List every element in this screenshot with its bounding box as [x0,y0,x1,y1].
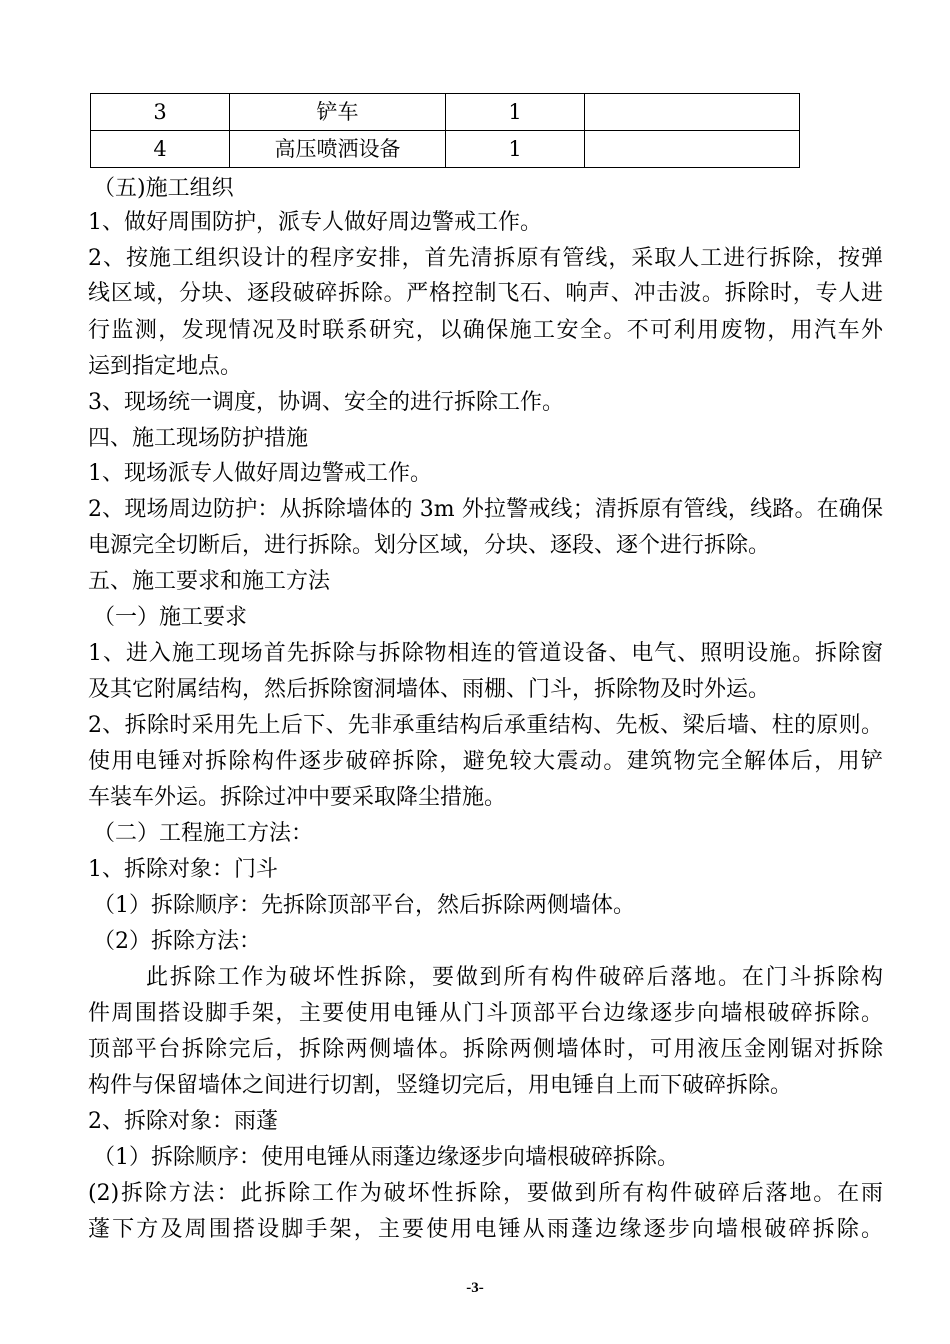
text-line: （2）拆除方法： [93,929,261,954]
equipment-name-cell: 高压喷洒设备 [230,131,446,168]
text-line: （一）施工要求 [93,605,248,630]
text-line: 使用电锤对拆除构件逐步破碎拆除，避免较大震动。建筑物完全解体后，用铲 [88,749,883,774]
text-line: 四、施工现场防护措施 [88,426,309,451]
text-line: 此拆除工作为破坏性拆除，要做到所有构件破碎后落地。在门斗拆除构 [146,965,883,990]
remark-cell [585,94,800,131]
text-line: 电源完全切断后，进行拆除。划分区域，分块、逐段、逐个进行拆除。 [88,533,771,558]
text-line: 1、现场派专人做好周边警戒工作。 [88,461,432,486]
text-line: 五、施工要求和施工方法 [88,569,331,594]
text-line: （五)施工组织 [93,176,234,201]
text-line: 及其它附属结构，然后拆除窗洞墙体、雨棚、门斗，拆除物及时外运。 [88,677,771,702]
text-line: （1）拆除顺序：先拆除顶部平台，然后拆除两侧墙体。 [93,893,635,918]
text-line: 2、现场周边防护：从拆除墙体的 3m 外拉警戒线；清拆原有管线，线路。在确保 [88,497,883,522]
text-line: 顶部平台拆除完后，拆除两侧墙体。拆除两侧墙体时，可用液压金刚锯对拆除 [88,1037,883,1062]
text-line: 件周围搭设脚手架，主要使用电锤从门斗顶部平台边缘逐步向墙根破碎拆除。 [88,1001,883,1026]
equipment-name-cell: 铲车 [230,94,446,131]
text-line: 线区域，分块、逐段破碎拆除。严格控制飞石、响声、冲击波。拆除时，专人进 [88,281,883,306]
remark-cell [585,131,800,168]
text-line: 行监测，发现情况及时联系研究，以确保施工安全。不可利用废物，用汽车外 [88,318,883,343]
row-index-cell: 3 [91,94,230,131]
text-line: 构件与保留墙体之间进行切割，竖缝切完后，用电锤自上而下破碎拆除。 [88,1073,793,1098]
quantity-cell: 1 [446,131,585,168]
text-line: （二）工程施工方法： [93,821,314,846]
text-line: （1）拆除顺序：使用电锤从雨蓬边缘逐步向墙根破碎拆除。 [93,1145,679,1170]
text-line: 2、按施工组织设计的程序安排，首先清拆原有管线，采取人工进行拆除，按弹 [88,246,883,271]
text-line: (2)拆除方法：此拆除工作为破坏性拆除，要做到所有构件破碎后落地。在雨 [88,1181,883,1206]
text-line: 3、现场统一调度，协调、安全的进行拆除工作。 [88,390,564,415]
text-line: 1、进入施工现场首先拆除与拆除物相连的管道设备、电气、照明设施。拆除窗 [88,641,883,666]
table-row [91,94,800,131]
page-number: -3- [466,1280,484,1296]
quantity-cell: 1 [446,94,585,131]
text-line: 车装车外运。拆除过冲中要采取降尘措施。 [88,785,507,810]
row-index-cell: 4 [91,131,230,168]
equipment-table [90,93,800,168]
text-line: 运到指定地点。 [88,354,243,379]
text-line: 2、拆除对象：雨蓬 [88,1109,278,1134]
table-row [91,131,800,168]
text-line: 1、做好周围防护，派专人做好周边警戒工作。 [88,210,542,235]
text-line: 1、拆除对象：门斗 [88,857,278,882]
text-line: 蓬下方及周围搭设脚手架，主要使用电锤从雨蓬边缘逐步向墙根破碎拆除。 [88,1217,883,1242]
text-line: 2、拆除时采用先上后下、先非承重结构后承重结构、先板、梁后墙、柱的原则。 [88,713,883,738]
